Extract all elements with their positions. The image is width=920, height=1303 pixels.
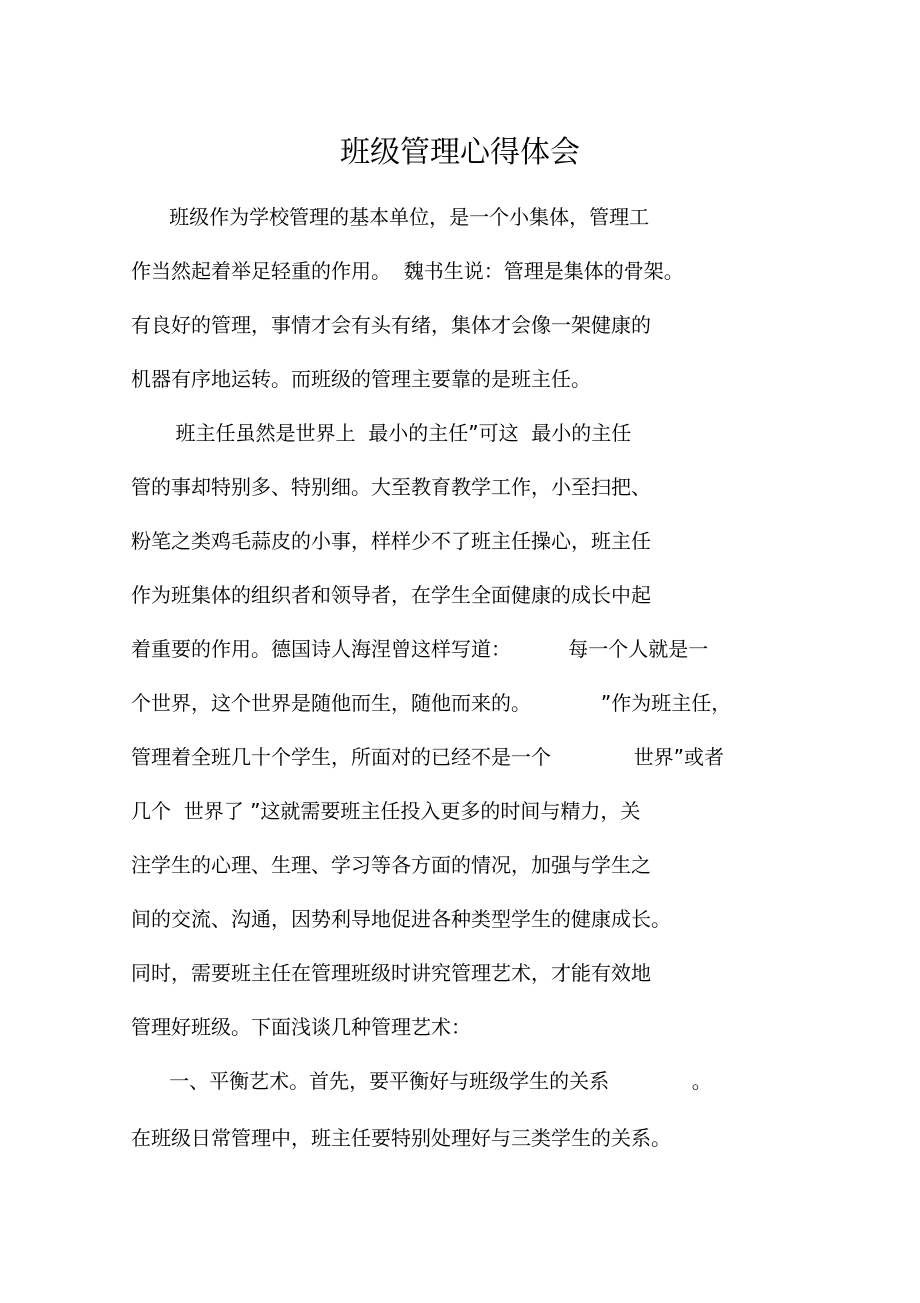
text-line: 有良好的管理，事情才会有头有绪，集体才会像一架健康的 xyxy=(131,313,651,337)
text-line: 一、平衡艺术。首先，要平衡好与班级学生的关系 。 xyxy=(131,1069,712,1093)
text-line: 班主任虽然是世界上 最小的主任”可这 最小的主任 xyxy=(131,421,632,445)
text-line: 管理着全班几十个学生，所面对的已经不是一个 世界”或者 xyxy=(131,745,725,769)
text-line: 几个 世界了 ”这就需要班主任投入更多的时间与精力，关 xyxy=(131,799,641,823)
text-line: 粉笔之类鸡毛蒜皮的小事，样样少不了班主任操心，班主任 xyxy=(131,529,651,553)
text-line: 同时，需要班主任在管理班级时讲究管理艺术，才能有效地 xyxy=(131,961,651,985)
text-line: 管理好班级。下面浅谈几种管理艺术： xyxy=(131,1015,471,1039)
text-line: 机器有序地运转。而班级的管理主要靠的是班主任。 xyxy=(131,367,591,391)
text-line: 间的交流、沟通，因势利导地促进各种类型学生的健康成长。 xyxy=(131,907,671,931)
text-line: 个世界，这个世界是随他而生，随他而来的。 ”作为班主任， xyxy=(131,691,732,715)
text-line: 注学生的心理、生理、学习等各方面的情况，加强与学生之 xyxy=(131,853,651,877)
text-line: 作当然起着举足轻重的作用。 魏书生说：管理是集体的骨架。 xyxy=(131,259,684,283)
text-line: 班级作为学校管理的基本单位，是一个小集体，管理工 xyxy=(131,205,650,229)
text-line: 作为班集体的组织者和领导者，在学生全面健康的成长中起 xyxy=(131,583,651,607)
text-line: 在班级日常管理中，班主任要特别处理好与三类学生的关系。 xyxy=(131,1126,671,1150)
text-line: 管的事却特别多、特别细。大至教育教学工作，小至扫把、 xyxy=(131,475,651,499)
document-title: 班级管理心得体会 xyxy=(340,135,580,170)
text-line: 着重要的作用。德国诗人海涅曾这样写道： 每一个人就是一 xyxy=(131,637,709,661)
